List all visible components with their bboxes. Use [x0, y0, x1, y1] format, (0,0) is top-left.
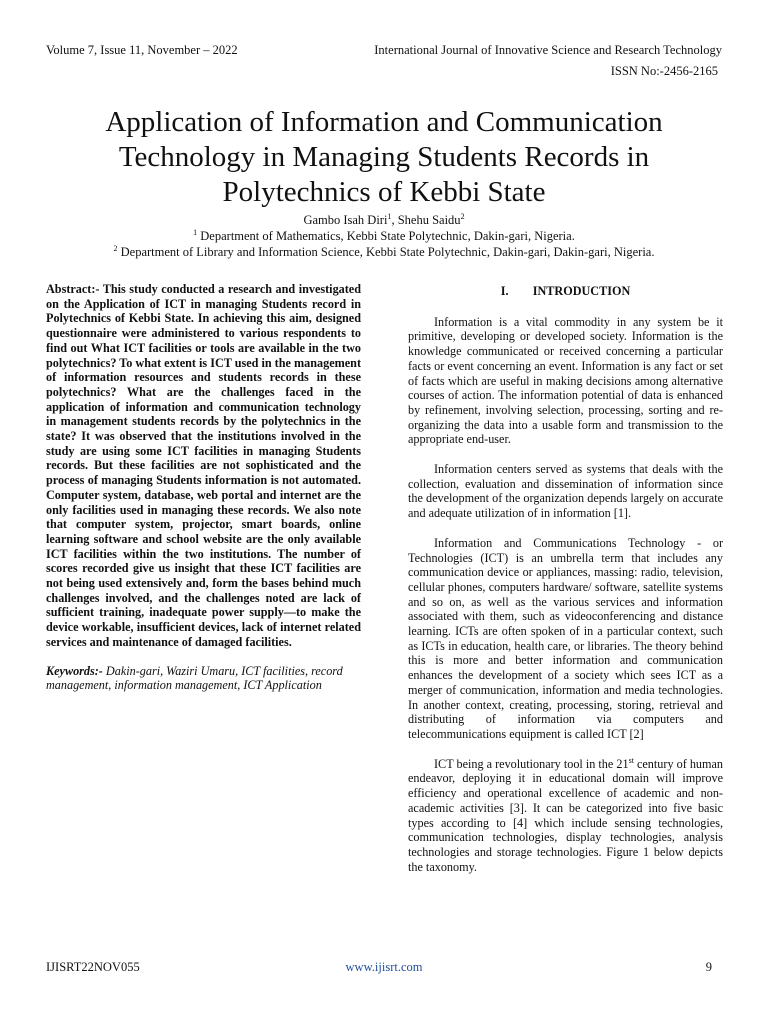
affiliation-text: Department of Mathematics, Kebbi State Polytechnic, Dakin-gari, Nigeria. — [200, 229, 575, 243]
issn-number: ISSN No:-2456-2165 — [610, 64, 718, 78]
paragraph-text: ICT being a revolutionary tool in the 21 — [434, 756, 629, 771]
journal-name: International Journal of Innovative Science and Research Technology — [374, 43, 722, 57]
keywords-text: Dakin-gari, Waziri Umaru, ICT facilities, record management, information management, ICT Application — [46, 663, 343, 693]
right-column — [408, 282, 723, 889]
affiliation-1 — [0, 228, 768, 244]
section-number: I. — [500, 284, 509, 298]
ordinal-superscript: st — [628, 755, 634, 765]
left-column — [46, 282, 361, 693]
affiliation-mark: 2 — [113, 243, 118, 253]
section-heading — [408, 284, 723, 299]
keywords — [46, 664, 361, 693]
author-line: Gambo Isah Diri$^1$, Shehu Saidu$^2$ — [303, 211, 465, 227]
section-title: INTRODUCTION — [532, 284, 631, 298]
paragraph: Information is a vital commodity in any system be it primitive, developing or developed society. Information is the knowledge communicated or received concerning a particular facts or event concerning an event. Information is any fact or set of facts which are useful in making decisions among alternative courses of action. The information potential of data is enhanced by refinement, involving selection, processing, sorting and re-organizing the data into a usable form and transmission to the appropriate end-user. — [408, 314, 723, 447]
paper-code: IJISRT22NOV055 — [46, 960, 140, 974]
author-affiliation-mark: 2 — [460, 211, 465, 221]
abstract: Abstract:- This study conducted a research and investigated on the Application of ICT in managing Students record in Polytechnics of Kebbi State. In achieving this aim, designed questionnaire were administered to various respondents to find out What ICT facilities or tools are available in the two polytechnics? To what extent is ICT used in the management of information resources and students records in these polytechnics? What are the challenges faced in the application of information and communication technology in management students records by the polytechnics in the state? It was observed that the institutions involved in the study are using some ICT facilities in managing Students records. But these facilities are not sophisticated and the process of managing Students information is not automated. Computer system, database, web portal and internet are the only facilities used in managing these records. We also note that computer system, projector, smart boards, online learning software and school website are the only available ICT facilities within the two institutions. The number of scores recorded give us insight that these ICT facilities are not being used extensively and, form the bases behind much challenges involved, and the challenges noted are lack of sufficient training, inadequate power supply—to make the device workable, insufficient devices, lack of internet related services and maintenance of damaged facilities. — [46, 282, 361, 649]
author-name: Shehu Saidu — [397, 213, 461, 227]
affiliation-mark: 1 — [193, 227, 198, 237]
paragraph — [408, 757, 723, 875]
page-number: 9 — [705, 960, 712, 974]
affiliation-text: Department of Library and Information Science, Kebbi State Polytechnic, Dakin-gari, Dakin-gari, Nigeria. — [120, 245, 655, 259]
author-block — [0, 212, 768, 260]
website-link[interactable]: www.ijisrt.com — [345, 960, 423, 974]
paper-title: Application of Information and Communication Technology in Managing Students Records in Polytechnics of Kebbi State — [105, 106, 663, 209]
paragraph: Information and Communications Technology - or Technologies (ICT) is an umbrella term that includes any communication device or appliances, massing: radio, television, cellular phones, computers hardware/ software, satellite systems and so on, as well as the various services and information associated with them, such as videoconferencing and distance learning. ICTs are often spoken of in a particular context, such as ICTs in education, health care, or libraries. The theory behind this is more and better information and communication enhances the development of a society which sees ICT as a merger of communication, information and media technologies. In another context, creating, processing, storing, retrieval and distributing of information via computers and telecommunications equipment is called ICT [2] — [408, 535, 723, 741]
journal-volume: Volume 7, Issue 11, November – 2022 — [46, 43, 238, 57]
author-affiliation-mark: 1 — [387, 211, 392, 221]
affiliation-2 — [0, 244, 768, 260]
author-name: Gambo Isah Diri — [303, 213, 388, 227]
paragraph-text: century of human endeavor, deploying it in educational domain will improve efficiency and operational excellence of academic and non-academic activities [3]. It can be categorized into five basic types according to [4] which include sensing technologies, communication technologies, display technologies, analysis technologies and storage technologies. Figure 1 below depicts the taxonomy. — [408, 756, 724, 874]
keywords-label: Keywords:- — [46, 663, 103, 678]
paragraph: Information centers served as systems that deals with the collection, evaluation and dissemination of information since the development of the organization depends largely on accurate and adequate utilization of in information [1]. — [408, 462, 723, 521]
